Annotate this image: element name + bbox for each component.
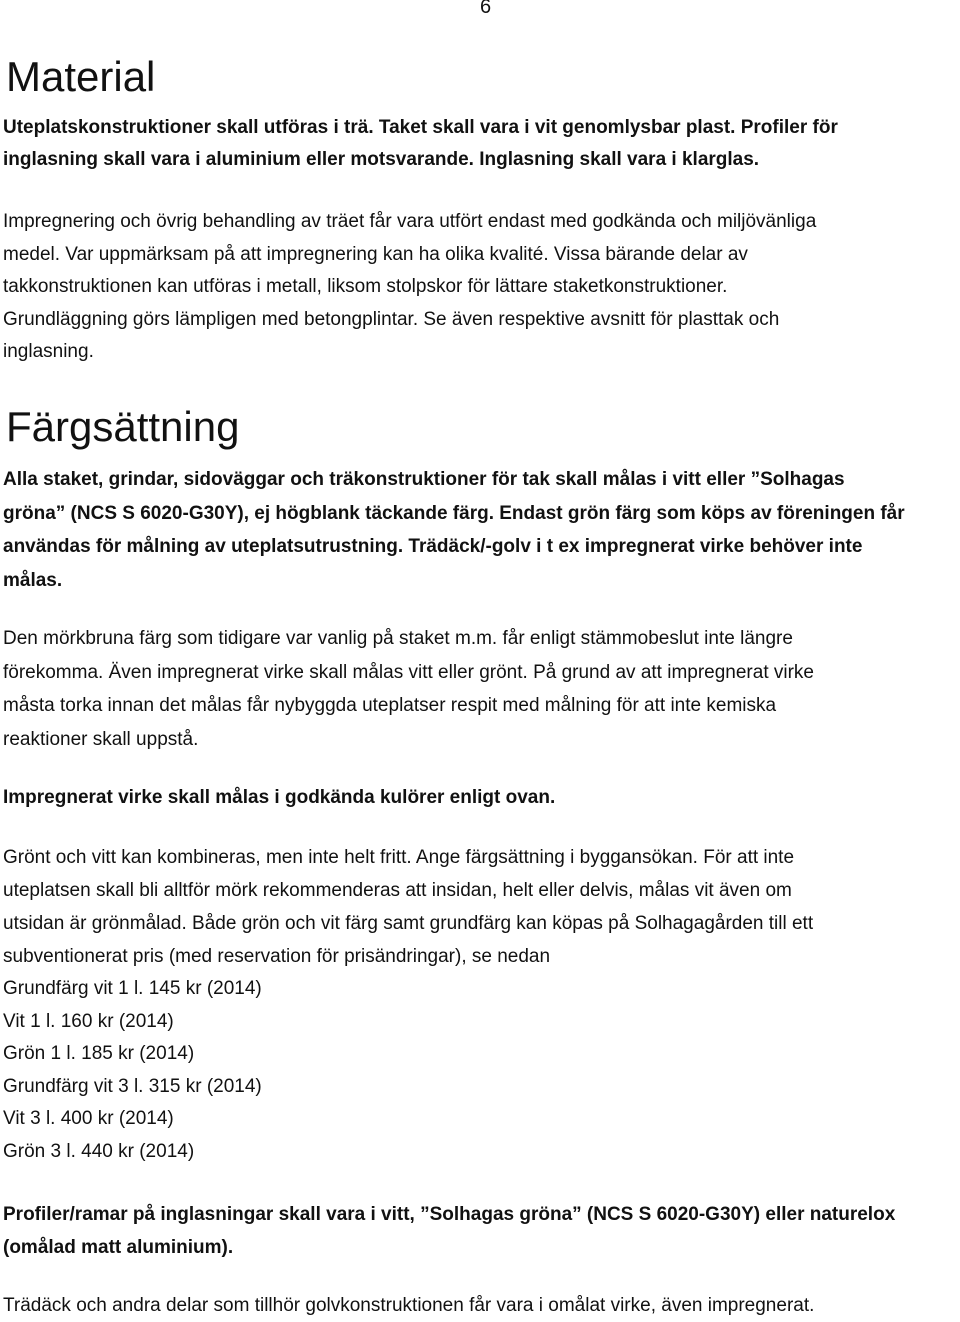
fargsattning-bold-paragraph bbox=[3, 463, 958, 597]
combine-line: uteplatsen skall bli alltför mörk rekommenderas att insidan, helt eller delvis, målas vit även om bbox=[3, 880, 792, 901]
material-body-line: inglasning. bbox=[3, 341, 94, 362]
profiles-paragraph bbox=[3, 1198, 958, 1264]
dark-brown-line: reaktioner skall uppstå. bbox=[3, 728, 199, 750]
profiles-line: (omålad matt aluminium). bbox=[3, 1237, 234, 1258]
combine-line: Grönt och vitt kan kombineras, men inte helt fritt. Ange färgsättning i byggansökan. För att inte bbox=[3, 847, 795, 868]
heading-material: Material bbox=[6, 53, 156, 100]
price-item: Vit 1 l. 160 kr (2014) bbox=[3, 1010, 174, 1032]
dark-brown-line: förekomma. Även impregnerat virke skall målas vitt eller grönt. På grund av att impregnerat virke bbox=[3, 661, 814, 683]
material-body-paragraph bbox=[3, 206, 958, 369]
material-bold-paragraph bbox=[3, 112, 958, 176]
page-number: 6 bbox=[480, 0, 492, 18]
price-item: Grundfärg vit 3 l. 315 kr (2014) bbox=[3, 1075, 262, 1097]
price-list bbox=[3, 973, 262, 1168]
profiles-line: Profiler/ramar på inglasningar skall vara i vitt, ”Solhagas gröna” (NCS S 6020-G30Y) eller naturelox bbox=[3, 1204, 896, 1225]
material-body-line: takkonstruktionen kan utföras i metall, liksom stolpskor för lättare staketkonstruktioner. bbox=[3, 276, 728, 297]
combine-paragraph bbox=[3, 841, 958, 973]
deck-note: Trädäck och andra delar som tillhör golvkonstruktionen får vara i omålat virke, även impregnerat. bbox=[3, 1295, 815, 1316]
dark-brown-line: måsta torka innan det målas får nybyggda uteplatser respit med målning för att inte kemiska bbox=[3, 695, 777, 716]
heading-fargsattning: Färgsättning bbox=[6, 403, 240, 450]
impregnerat-note: Impregnerat virke skall målas i godkända kulörer enligt ovan. bbox=[3, 787, 556, 808]
combine-line: subventionerat pris (med reservation för prisändringar), se nedan bbox=[3, 946, 551, 967]
material-bold-line: inglasning skall vara i aluminium eller motsvarande. Inglasning skall vara i klarglas. bbox=[3, 149, 760, 170]
price-item: Grön 3 l. 440 kr (2014) bbox=[3, 1140, 195, 1162]
material-body-line: Grundläggning görs lämpligen med betongplintar. Se även respektive avsnitt för plasttak och bbox=[3, 308, 780, 330]
material-body-line: Impregnering och övrig behandling av träet får vara utfört endast med godkända och miljövänliga bbox=[3, 211, 817, 232]
fargsattning-bold-line: gröna” (NCS S 6020-G30Y), ej högblank täckande färg. Endast grön färg som köps av föreningen får bbox=[3, 502, 905, 524]
dark-brown-paragraph bbox=[3, 622, 958, 756]
price-item: Vit 3 l. 400 kr (2014) bbox=[3, 1108, 174, 1129]
dark-brown-line: Den mörkbruna färg som tidigare var vanlig på staket m.m. får enligt stämmobeslut inte längre bbox=[3, 628, 793, 649]
price-item: Grundfärg vit 1 l. 145 kr (2014) bbox=[3, 978, 262, 999]
price-item: Grön 1 l. 185 kr (2014) bbox=[3, 1043, 195, 1064]
material-bold-line: Uteplatskonstruktioner skall utföras i trä. Taket skall vara i vit genomlysbar plast. Profiler för bbox=[3, 117, 838, 138]
combine-line: utsidan är grönmålad. Både grön och vit färg samt grundfärg kan köpas på Solhagagården till ett bbox=[3, 913, 814, 934]
fargsattning-bold-line: målas. bbox=[3, 569, 63, 591]
fargsattning-bold-line: användas för målning av uteplatsutrustning. Trädäck/-golv i t ex impregnerat virke behöver inte bbox=[3, 536, 863, 557]
material-body-line: medel. Var uppmärksam på att impregnering kan ha olika kvalité. Vissa bärande delar av bbox=[3, 243, 748, 265]
fargsattning-bold-line: Alla staket, grindar, sidoväggar och träkonstruktioner för tak skall målas i vitt eller ”Solhagas bbox=[3, 469, 845, 490]
